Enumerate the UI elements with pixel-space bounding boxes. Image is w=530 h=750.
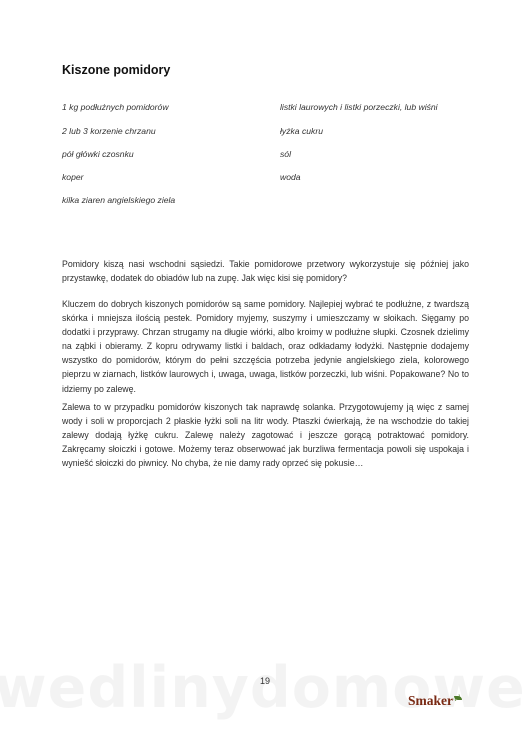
ingredient-item: 1 kg podłużnych pomidorów: [62, 102, 169, 112]
logo-name: Smaker: [408, 693, 453, 708]
leaf-icon: [454, 696, 462, 700]
ingredient-item: woda: [280, 172, 301, 182]
page-number: 19: [259, 676, 270, 686]
ingredient-item: 2 lub 3 korzenie chrzanu: [62, 126, 156, 136]
ingredient-item: kilka ziaren angielskiego ziela: [62, 195, 176, 205]
ingredient-item: koper: [62, 172, 84, 182]
ingredient-item: łyżka cukru: [280, 126, 323, 136]
body-paragraph: Kluczem do dobrych kiszonych pomidorów są same pomidory. Najlepiej wybrać te podłużne, z twardszą skórka i mniejsza ilością pestek. Pomidory myjemy, suszymy i umieszczamy w słoikach. Sięgamy po dodatki i przyprawy. Chrzan strugamy na długie wiórki, albo kroimy w podłużne słupki. Czosnek dzielimy na ząbki i obieramy. Z kopru odrywamy listki i baldach, oraz odkładamy łodyżki. Następnie dodajemy wszystko do pomidorów, którym do pełni szczęścia potrzeba jedynie angielskiego ziela, kolorowego pieprzu w ziarnach, listków laurowych i, uwaga, uwaga, listków porzeczki, lub wiśni. Popakowane? No to idziemy po zalewę.: [62, 299, 469, 394]
smaker-logo: [408, 693, 460, 709]
ingredient-item: listki laurowych i listki porzeczki, lub wiśni: [280, 102, 438, 112]
body-paragraph: Zalewa to w przypadku pomidorów kiszonych tak naprawdę solanka. Przygotowujemy ją więc z samej wody i soli w proporcjach 2 płaskie łyżki soli na litr wody. Ptaszki ćwierkają, że na wschodzie do takiej zalewy dodają łyżkę cukru. Zalewę należy zagotować i jeszcze gorącą potraktować pomidory. Zakręcamy słoiczki i gotowe. Możemy teraz obserwować jak burzliwa fermentacja powoli się uspokaja i wyniešć słoiczki do piwnicy. No chyba, że nie damy rady oprzeć się pokusie…: [62, 402, 469, 469]
ingredient-item: sól: [280, 149, 291, 159]
ingredient-item: pół główki czosnku: [62, 149, 134, 159]
recipe-title: Kiszone pomidory: [62, 63, 171, 77]
body-paragraph: Pomidory kiszą nasi wschodni sąsiedzi. Takie pomidorowe przetwory wykorzystuje się później jako przystawkę, dodatek do obiadów lub na zupę. Jak więc kisi się pomidory?: [62, 259, 469, 284]
